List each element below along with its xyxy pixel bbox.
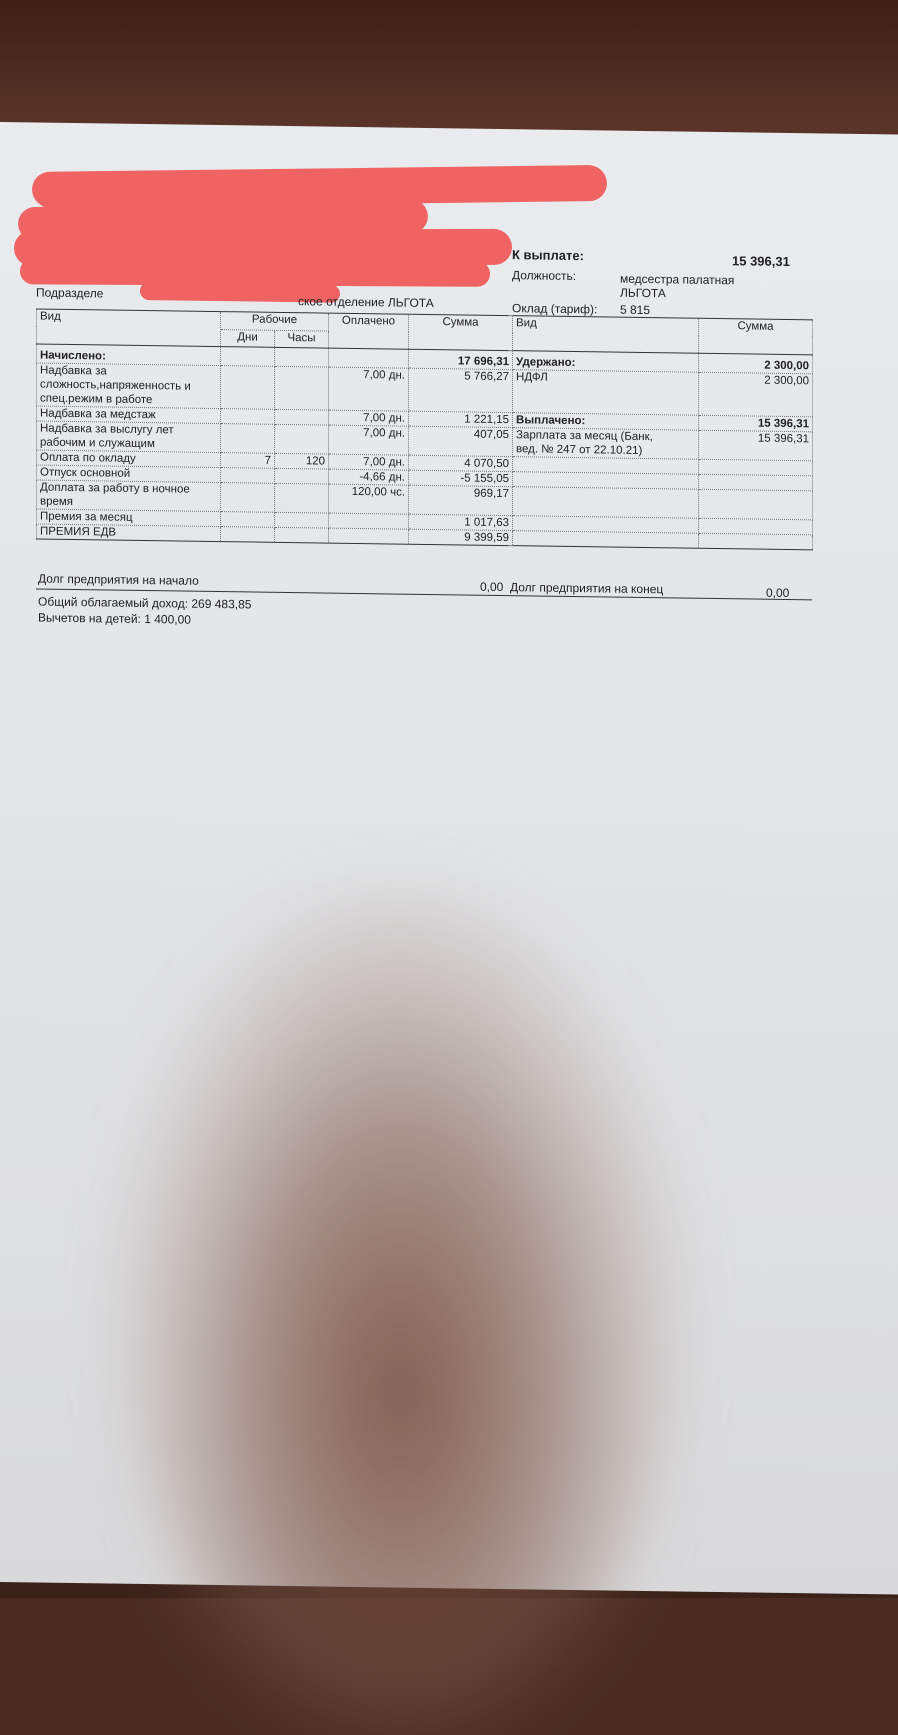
col-header-chasy: Часы [275, 330, 329, 348]
debt-end-label: Долг предприятия на конец [510, 580, 664, 597]
accrued-row-paid: 7,00 дн. [329, 367, 409, 411]
accrued-row-name: Премия за месяц [37, 509, 221, 527]
withheld-label: Удержано: [513, 351, 699, 373]
position-label: Должность: [512, 268, 577, 284]
accrued-label: Начислено: [37, 344, 221, 366]
paid-out-total: 15 396,31 [699, 415, 813, 432]
accrued-row-sum: 1 017,63 [409, 514, 513, 530]
paid-out-item-sum: 15 396,31 [699, 430, 813, 461]
accrued-row-hours [275, 409, 329, 425]
accrued-total: 17 696,31 [409, 349, 513, 369]
accrued-row-days [221, 424, 275, 454]
accrued-row-sum: 4 070,50 [409, 455, 513, 471]
accrued-row-sum: 9 399,59 [409, 529, 513, 545]
accrued-row-days [221, 527, 275, 543]
accrued-row-name: Отпуск основной [37, 465, 221, 483]
col-header-summa: Сумма [409, 314, 513, 350]
accrued-row-hours: 120 [275, 453, 329, 469]
accrued-row-paid [329, 513, 409, 529]
accrued-row-paid: 120,00 чс. [329, 484, 409, 514]
payslip-content [0, 122, 898, 835]
paid-out-item-line2: вед. № 247 от 22.10.21) [516, 443, 643, 457]
col-header-rabochie: Рабочие [221, 312, 329, 331]
accrued-row-name: Надбавка за медстаж [37, 406, 221, 424]
accrued-row-sum: 969,17 [409, 485, 513, 515]
accrued-row-name: Доплата за работу в ночное время [37, 480, 221, 512]
accrued-row-hours [275, 483, 329, 513]
col-header-dni: Дни [221, 329, 275, 347]
accrued-row-sum: 1 221,15 [409, 411, 513, 427]
position-value-line2: ЛЬГОТА [620, 285, 666, 301]
accrued-row-days [221, 483, 275, 513]
accrued-row-paid: -4,66 дн. [329, 469, 409, 485]
paid-out-item [513, 428, 699, 460]
accrued-row-name: ПРЕМИЯ ЕДВ [37, 524, 221, 542]
col-header-oplacheno: Оплачено [329, 313, 409, 349]
withheld-item-name: НДФЛ [513, 370, 699, 416]
blurred-finger-shadow [120, 884, 680, 1732]
table-header-row [37, 309, 813, 337]
payout-value: 15 396,31 [732, 253, 790, 270]
accrued-row-paid: 7,00 дн. [329, 454, 409, 470]
debt-start-label: Долг предприятия на начало [38, 571, 199, 588]
debt-start-value: 0,00 [480, 579, 504, 595]
department-value: ское отделение ЛЬГОТА [298, 294, 434, 311]
accrued-row-paid: 7,00 дн. [329, 425, 409, 455]
payout-label: К выплате: [512, 247, 584, 264]
accrued-row-name: Оплата по окладу [37, 450, 221, 468]
accrued-row-sum: -5 155,05 [409, 470, 513, 486]
accrued-row-hours [275, 468, 329, 484]
accrued-row-hours [275, 366, 329, 410]
accrued-row-paid: 7,00 дн. [329, 410, 409, 426]
col-header-vid: Вид [37, 309, 221, 347]
salary-value: 5 815 [620, 302, 651, 318]
payslip-table [36, 309, 813, 551]
accrued-row-hours [275, 424, 329, 454]
accrued-row-hours [275, 512, 329, 528]
paid-out-item-line1: Зарплата за месяц (Банк, [516, 429, 653, 444]
accrued-row-name: Надбавка за выслугу лет рабочим и служащим [37, 421, 221, 453]
redaction-stroke-4 [20, 258, 490, 286]
debt-end-value: 0,00 [766, 585, 790, 601]
withheld-total: 2 300,00 [699, 353, 813, 374]
accrued-row-days [221, 366, 275, 410]
accrued-row-days [221, 409, 275, 425]
accrued-row-days: 7 [221, 453, 275, 469]
child-deductions: Вычетов на детей: 1 400,00 [38, 610, 191, 627]
accrued-row-hours [275, 527, 329, 543]
withheld-item-sum: 2 300,00 [699, 372, 813, 417]
accrued-row-paid [329, 528, 409, 544]
salary-label: Оклад (тариф): [512, 301, 598, 317]
paid-out-label: Выплачено: [513, 413, 699, 431]
accrued-row-days [221, 512, 275, 528]
col-header-summa-right: Сумма [699, 318, 813, 355]
accrued-row-sum: 5 766,27 [409, 368, 513, 412]
department-label: Подразделе [36, 285, 104, 301]
payslip-paper [0, 122, 898, 1595]
col-header-vid-right: Вид [513, 316, 699, 354]
taxable-income: Общий облагаемый доход: 269 483,85 [38, 594, 252, 612]
position-value-line1: медсестра палатная [620, 271, 735, 288]
accrued-row-name: Надбавка за сложность,напряженность и спец.режим в работе [37, 363, 221, 409]
accrued-row-sum: 407,05 [409, 426, 513, 456]
accrued-row-days [221, 468, 275, 484]
